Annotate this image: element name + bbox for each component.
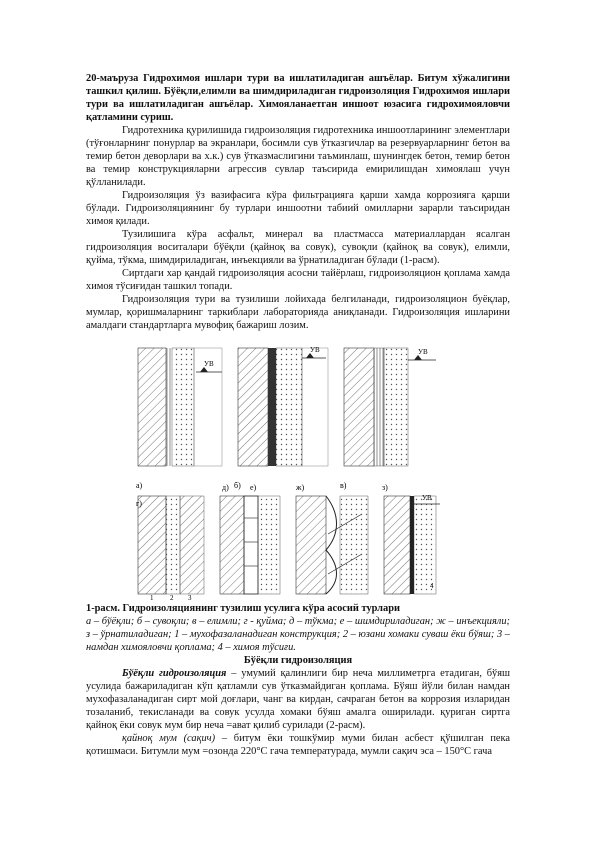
figure-waterproofing-types [130,338,442,602]
paragraph-rest: – умумий қалинлиги бир неча миллиметрга етадиган, бўяш усулида бажариладиган кўп қатламли сув ўтказмайдиган қоплама. Бўяш йўли билан намдан мухофазаланадиган сирт мой доғлари, чанг ва кирдан, сачраган бетон ва коррозия изларидан тозаланиб, текисланади ва совук усулда хомаки бўяш амалга оширилади. қуриган сиртга қайноқ ёки совук мум бир неча =ават қилиб сурилади (2-расм). [86,668,511,731]
panel-v [344,348,436,466]
lecture-title: 20-маъруза Гидрохимоя ишлари тури ва ишлатиладиган ашъёлар. Битум хўжалигини ташкил қилиш. Бўёқли,елимли ва шимдириладиган гидроизоляция Гидрохимоя ишлари тури ва ишлатиладиган ашъёлар. Химояланаетган иншоот юзасига гидрохимояловчи қатламини суриш. [86,73,510,123]
label-b: б) [234,481,241,490]
label-ub-b: УВ [310,346,320,354]
label-e: е) [250,483,257,492]
label-v: в) [340,481,347,490]
paragraph-rest: – битум ёки тошкўмир муми билан асбест қўшилган пека қотишмаси. Битумли мум =озонда 220°С гача температурада, мумли сақич эса – 150°С гача [86,733,511,757]
figure-caption-text: а – бўёқли; б – сувоқли; в – елимли; г - қуйма; д – тўкма; е – шимдириладиган; ж – инъекцияли; з – ўрнатиладиган; 1 – мухофазаланадиган конструкция; 2 – юзани хомаки суваш ёки бўяш; 3 – намдан химояловчи қоплама; 4 – химоя тўсиғи. [86,616,510,653]
label-n1: 1 [150,594,154,602]
panel-d [220,496,280,594]
paragraph: Гидроизоляция тури ва тузилиши лойихада белгиланади, гидроизоляцион буёқлар, мумлар, қоришмаларнинг таркиблари лабораторияда аниқланади. Гидроизоляция ишларини амалдаги стандартларга мувофиқ бажариш лозим. [86,294,510,331]
label-ub-z: УВ [422,494,432,502]
label-g: г) [136,499,142,508]
panel-b [238,346,328,466]
panel-zh [296,496,368,594]
paragraph: Гидротехника қурилишида гидроизоляция гидротехника иншоотларининг элементлари (тўғонларнинг понурлар ва экранлари, босимли сув ўтказгичлар ва резервуарларнинг бетон ва темир бетон деворлари ва х.к.) сув ўтказмаслигини таъминлаш, шунингдек бетон, темир бетон ва темир конструкцияларни агрессив сувлар таъсирида емирилишдан химоялаш учун қўлланилади. [86,125,510,188]
label-a: а) [136,481,143,490]
panel-a [138,348,222,466]
paragraph [86,732,510,758]
label-z: з) [382,483,388,492]
paragraph-lead: Бўёқли гидроизоляция [122,668,227,679]
label-ub-a: УВ [204,360,214,368]
document-page [86,72,510,758]
panel-g [138,496,204,602]
section-heading: Бўёқли гидроизоляция [243,655,353,666]
label-n4: 4 [430,582,434,590]
label-zh: ж) [296,483,305,492]
panel-z [384,494,440,594]
label-d: д) [222,483,229,492]
paragraph [86,667,510,732]
figure-caption-heading: 1-расм. Гидроизоляциянинг тузилиш усулига кўра асосий турлари [86,603,400,614]
paragraph-lead: қайноқ мум (сақич) [122,733,216,744]
paragraph: Сиртдаги хар қандай гидроизоляция асосни тайёрлаш, гидроизоляцион қоплама хамда химоя тўсиғидан ташкил топади. [86,268,510,292]
label-n3: 3 [188,594,192,602]
label-n2: 2 [170,594,174,602]
figure-drawing [130,338,442,602]
label-ub-v: УВ [418,348,428,356]
paragraph: Тузилишига кўра асфальт, минерал ва пластмасса материаллардан ясалган гидроизоляция воситалари бўёқли (қайноқ ва совук), сувоқли (қайноқ ва совук), елимли, қуйма, тўкма, шимдириладиган, инъекцияли ва ўрнатиладиган бўлади (1-расм). [86,229,510,266]
paragraph: Гидроизоляция ўз вазифасига кўра фильтрацияга қарши хамда коррозияга қарши бўлади. Гидроизоляциянинг бу турлари иншоотни табиий омилларни зарарли таъсиридан химоя қилади. [86,190,510,227]
